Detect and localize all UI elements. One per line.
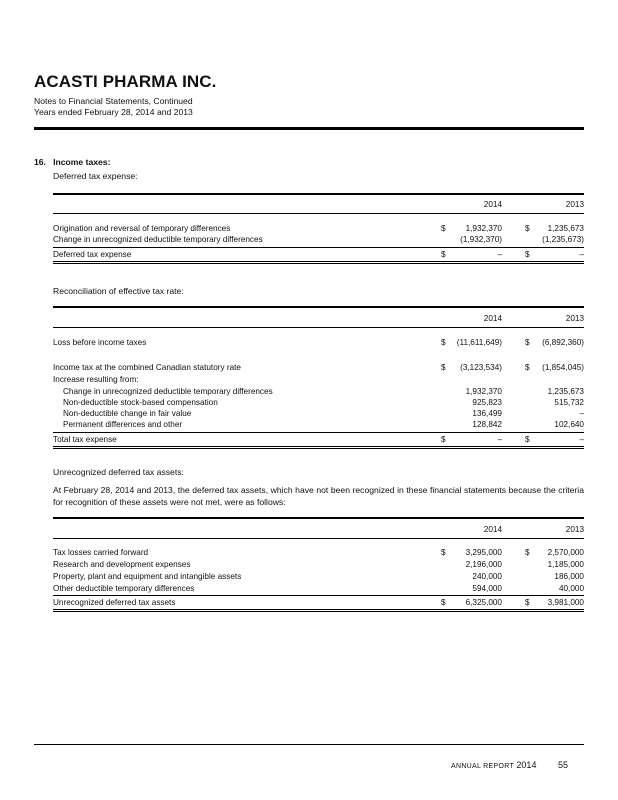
total-double-rule (53, 609, 584, 612)
value-2014: 925,823 (472, 398, 502, 407)
total-double-rule (53, 446, 584, 449)
table-row (53, 223, 584, 234)
column-headers (53, 524, 584, 535)
value-2014: 594,000 (472, 584, 502, 593)
table-row (53, 559, 584, 570)
table-row (53, 374, 584, 385)
deferred-heading: Deferred tax expense: (53, 171, 138, 181)
table-row (53, 337, 584, 348)
unrecognized-heading: Unrecognized deferred tax assets: (53, 467, 184, 477)
col-2014: 2014 (483, 314, 502, 323)
col-2013: 2013 (565, 525, 584, 534)
value-2014: 136,499 (472, 409, 502, 418)
value-2014: 1,932,370 (465, 387, 502, 396)
value-2014: 2,196,000 (465, 560, 502, 569)
total-2013: – (579, 250, 584, 259)
currency-symbol: $ (525, 250, 530, 259)
total-label: Unrecognized deferred tax assets (53, 598, 176, 607)
currency-symbol: $ (525, 435, 530, 444)
row-label: Property, plant and equipment and intangible assets (53, 572, 242, 581)
value-2014: 128,842 (472, 420, 502, 429)
table-row (53, 571, 584, 582)
value-2014: 240,000 (472, 572, 502, 581)
total-2014: – (497, 250, 502, 259)
value-2013: 1,235,673 (547, 387, 584, 396)
currency-symbol: $ (441, 224, 446, 233)
footer-report (451, 760, 536, 770)
table-row (53, 547, 584, 558)
currency-symbol: $ (441, 338, 446, 347)
report-year: 2014 (516, 760, 537, 770)
total-2013: 3,981,000 (547, 598, 584, 607)
col-2014: 2014 (483, 525, 502, 534)
total-2014: – (497, 435, 502, 444)
value-2014: (3,123,534) (460, 363, 502, 372)
header-rule (34, 127, 584, 130)
header-bottom-rule (53, 538, 584, 539)
value-2013: (6,892,360) (542, 338, 584, 347)
col-2013: 2013 (565, 200, 584, 209)
value-2013: 102,640 (554, 420, 584, 429)
table-row (53, 419, 584, 430)
table-row (53, 408, 584, 419)
col-2013: 2013 (565, 314, 584, 323)
value-2014: 1,932,370 (465, 224, 502, 233)
currency-symbol: $ (441, 548, 446, 557)
header-bottom-rule (53, 327, 584, 328)
row-label: Other deductible temporary differences (53, 584, 195, 593)
total-row (53, 597, 584, 608)
row-label: Research and development expenses (53, 560, 191, 569)
value-2014: (11,611,649) (456, 338, 502, 347)
table-row (53, 397, 584, 408)
row-label: Non-deductible change in fair value (63, 409, 192, 418)
row-label: Permanent differences and other (63, 420, 183, 429)
table-row (53, 234, 584, 245)
currency-symbol: $ (525, 598, 530, 607)
currency-symbol: $ (525, 338, 530, 347)
row-label: Change in unrecognized deductible temporary differences (53, 235, 263, 244)
total-double-rule (53, 261, 584, 264)
table-top-rule (53, 306, 584, 308)
value-2013: (1,854,045) (542, 363, 584, 372)
currency-symbol: $ (525, 363, 530, 372)
currency-symbol: $ (441, 363, 446, 372)
value-2013: (1,235,673) (542, 235, 584, 244)
row-label: Non-deductible stock-based compensation (63, 398, 218, 407)
company-name: ACASTI PHARMA INC. (34, 72, 217, 91)
total-label: Deferred tax expense (53, 250, 132, 259)
total-label: Total tax expense (53, 435, 117, 444)
column-headers (53, 313, 584, 324)
header-bottom-rule (53, 213, 584, 214)
row-label: Tax losses carried forward (53, 548, 149, 557)
section-title: 16. Income taxes: (34, 157, 111, 167)
total-top-rule (53, 595, 584, 596)
unrecognized-paragraph: At February 28, 2014 and 2013, the deferred tax assets, which have not been recognized in these financial statements because the criteria for recognition of these assets were not met, were as follows: (53, 485, 584, 507)
value-2013: 515,732 (554, 398, 584, 407)
row-label: Loss before income taxes (53, 338, 147, 347)
total-row (53, 249, 584, 260)
value-2013: – (579, 409, 584, 418)
value-2013: 40,000 (558, 584, 584, 593)
value-2013: 1,185,000 (547, 560, 584, 569)
col-2014: 2014 (483, 200, 502, 209)
total-2013: – (579, 435, 584, 444)
subtitle-notes: Notes to Financial Statements, Continued (34, 96, 193, 106)
reconciliation-heading: Reconciliation of effective tax rate: (53, 286, 184, 296)
value-2013: 1,235,673 (547, 224, 584, 233)
total-top-rule (53, 247, 584, 248)
row-label: Increase resulting from: (53, 375, 139, 384)
value-2014: (1,932,370) (460, 235, 502, 244)
row-label: Origination and reversal of temporary differences (53, 224, 231, 233)
row-label: Income tax at the combined Canadian statutory rate (53, 363, 241, 372)
total-row (53, 434, 584, 445)
value-2014: 3,295,000 (465, 548, 502, 557)
value-2013: 186,000 (554, 572, 584, 581)
total-top-rule (53, 432, 584, 433)
value-2013: 2,570,000 (547, 548, 584, 557)
currency-symbol: $ (441, 250, 446, 259)
currency-symbol: $ (441, 435, 446, 444)
currency-symbol: $ (525, 224, 530, 233)
table-row (53, 386, 584, 397)
footer-rule (34, 744, 584, 745)
currency-symbol: $ (525, 548, 530, 557)
total-2014: 6,325,000 (465, 598, 502, 607)
table-row (53, 362, 584, 373)
table-top-rule (53, 517, 584, 519)
report-label: ANNUAL REPORT (451, 763, 515, 770)
page-number: 55 (558, 760, 569, 770)
row-label: Change in unrecognized deductible temporary differences (63, 387, 273, 396)
currency-symbol: $ (441, 598, 446, 607)
column-headers (53, 199, 584, 210)
subtitle-years: Years ended February 28, 2014 and 2013 (34, 107, 193, 117)
table-row (53, 583, 584, 594)
table-top-rule (53, 193, 584, 195)
